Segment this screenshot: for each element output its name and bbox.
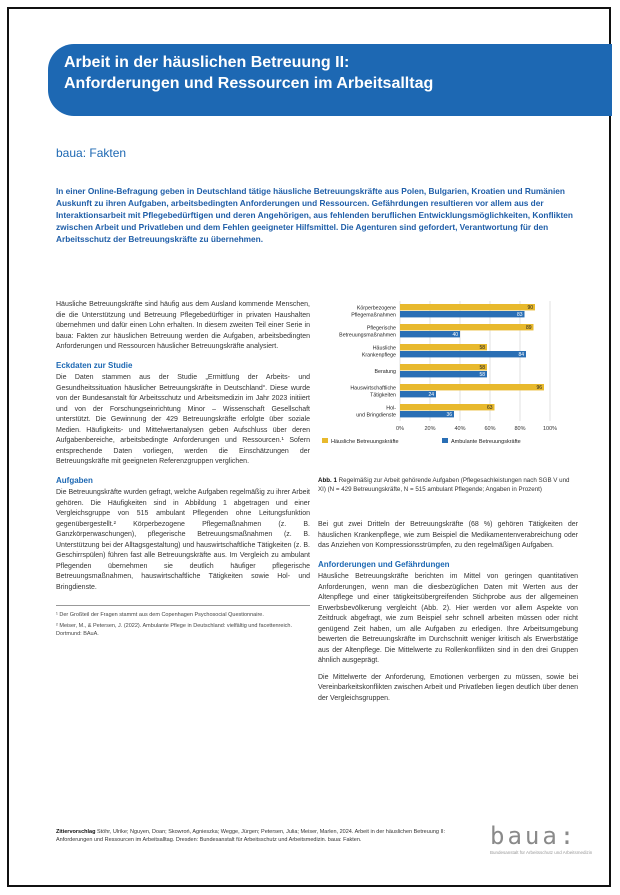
bar xyxy=(400,324,534,330)
bar xyxy=(400,404,495,410)
paragraph: Häusliche Betreuungskräfte berichten im Mittel von geringen quantitativen Anforderungen, wenn man die diesbezüglichen Daten mit Werten aus der Altenpflege und einer tätigkeitsübergreifenden Stichprobe aus der allgemeinen Erwerbsbevölkerung vergleicht (Abb. 2). Hier werden vor allem Aspekte von Zeitdruck abgefragt, wie zum Beispiel sehr schnell arbeiten müssen oder nicht genügend Zeit haben, um alle Aufgaben zu erledigen. Ihre Arbeitsumgebung bewerten die Betreuungskräfte im Durchschnitt weniger kritisch als Erwerbstätige aus der Altenpflege. Die Mittelwerte zu Rollenkonflikten sind in den drei Gruppen ähnlich ausgeprägt. xyxy=(318,573,578,664)
category-label: Tätigkeiten xyxy=(370,392,396,399)
bar-value-label: 24 xyxy=(428,392,434,398)
paragraph: Die Daten stammen aus der Studie „Ermittlung der Arbeits- und Gesundheitssituation häuslicher Betreuungskräfte in Deutschland“. Diese wurde von der Bundesanstalt für Arbeitsschutz und Arbeitsmedizin im Jahr 2023 initiiert und von der Forschungseinrichtung Minor – Wissenschaft Gesellschaft unterstützt. Die Gewinnung der 429 Betreuungskräfte erfolgte über soziale Medien. Häufigkeits- und Mittelwertanalysen geben Aufschluss über deren Aufgabenbereiche, arbeitsbedingte Anforderungen und Ressourcen.¹ Sofern entsprechende Daten vorliegen, werden die Einschätzungen der Betreuungskräfte mit geeigneten Referenzgruppen verglichen. xyxy=(56,374,310,465)
bar-value-label: 63 xyxy=(486,405,493,411)
x-tick-label: 60% xyxy=(484,426,496,432)
bar xyxy=(400,364,487,370)
category-label: Betreuungsmaßnahmen xyxy=(339,332,396,339)
footnotes xyxy=(56,605,310,638)
section-heading: Eckdaten zur Studie xyxy=(56,360,133,370)
right-column xyxy=(318,520,578,710)
category-label: Beratung xyxy=(374,369,396,375)
task-frequency-chart xyxy=(318,297,580,472)
section-heading: Aufgaben xyxy=(56,475,93,485)
page-title-line1: Arbeit in der häuslichen Betreuung II: xyxy=(64,54,350,71)
bar-value-label: 83 xyxy=(516,312,523,318)
bar-value-label: 89 xyxy=(525,325,532,331)
bar-value-label: 58 xyxy=(479,365,485,371)
bar-value-label: 40 xyxy=(452,332,458,338)
bar-value-label: 36 xyxy=(446,412,452,418)
x-tick-label: 20% xyxy=(424,426,436,432)
footnote: ¹ Der Großteil der Fragen stammt aus dem Copenhagen Psychosocial Questionnaire. xyxy=(56,612,264,618)
legend-swatch xyxy=(442,438,448,443)
bar-value-label: 58 xyxy=(479,345,485,351)
logo-wordmark: baua: xyxy=(490,822,578,850)
title-banner xyxy=(48,44,612,116)
category-label: Hol- xyxy=(386,405,396,412)
bar xyxy=(400,331,460,337)
bar xyxy=(400,304,535,310)
category-label: Häusliche xyxy=(372,345,396,352)
bar-value-label: 90 xyxy=(527,305,533,311)
category-label: und Bringdienste xyxy=(356,412,396,419)
section-heading: Anforderungen und Gefährdungen xyxy=(318,559,450,569)
x-tick-label: 80% xyxy=(514,426,526,432)
category-label: Krankenpflege xyxy=(361,352,396,359)
figure-caption xyxy=(318,476,578,494)
citation xyxy=(56,829,476,844)
paragraph: Bei gut zwei Dritteln der Betreuungskräfte (68 %) gehören Tätigkeiten der häuslichen Krankenpflege, wie zum Beispiel die Medikamentenverabreichung oder das Anziehen von Kompressionsstrümpfen, zu den regelmäßigen Aufgaben. xyxy=(318,521,578,549)
caption-label: Abb. 1 xyxy=(318,477,337,484)
paragraph: Die Betreuungskräfte wurden gefragt, welche Aufgaben regelmäßig zu ihrer Arbeit gehören. Die Häufigkeiten sind in Abbildung 1 abgetragen und einer Vergleichsgruppe von 515 ambulant Pflegenden ohne Leitungsfunktion gegenübergestellt.² Körperbezogene Pflegemaßnahmen (z. B. Ganzkörperwaschungen), pflegerische Betreuungsmaßnahmen (z. B. Unterstützung bei der Alltagsgestaltung) und hauswirtschaftliche Tätigkeiten (z. B. Geschirrspülen) führen fast alle Betreuungskräfte aus. Im Vergleich zu ambulant Pflegenden übernehmen sie deutlich häufiger pflegerische Betreuungsmaßnahmen, hauswirtschaftliche Tätigkeiten sowie Hol- und Bringdienste. xyxy=(56,489,310,591)
x-tick-label: 100% xyxy=(542,426,558,432)
left-column xyxy=(56,300,310,641)
page-title-line2: Anforderungen und Ressourcen im Arbeitsalltag xyxy=(64,75,434,92)
category-label: Pflegerische xyxy=(366,325,396,332)
intro-paragraph: In einer Online-Befragung geben in Deutschland tätige häusliche Betreuungskräfte aus Polen, Bulgarien, Kroatien und Rumänien Auskunft zu ihren Aufgaben, arbeitsbedingten Anforderungen und Ressourcen. Gefährdungen resultieren vor allem aus der Interaktionsarbeit mit Pflegebedürftigen und deren Angehörigen, aus fehlenden beruflichen Entwicklungsmöglichkeiten, Konflikten zwischen Arbeit und Privatleben und dem Fehlen geeigneter Hilfsmittel. Die Agenturen sind gefordert, Verantwortung für den Arbeitsschutz der Betreuungskräfte zu übernehmen. xyxy=(56,186,573,244)
category-label: Pflegemaßnahmen xyxy=(351,312,396,319)
bar xyxy=(400,344,487,350)
series-kicker: baua: Fakten xyxy=(56,146,127,160)
footnote: ² Meiser, M., & Petersen, J. (2022). Ambulante Pflege in Deutschland: vielfältig und facettenreich. Dortmund: BAuA. xyxy=(56,623,293,637)
logo-subtitle: Bundesanstalt für Arbeitsschutz und Arbeitsmedizin xyxy=(490,850,593,855)
legend-label: Häusliche Betreuungskräfte xyxy=(331,439,399,445)
bar-value-label: 58 xyxy=(479,372,485,378)
category-label: Körperbezogene xyxy=(356,305,396,312)
bar xyxy=(400,371,487,377)
bar xyxy=(400,351,526,357)
x-tick-label: 0% xyxy=(396,426,404,432)
category-label: Hauswirtschaftliche xyxy=(350,385,396,392)
paragraph: Die Mittelwerte der Anforderung, Emotionen verbergen zu müssen, sowie bei Vereinbarkeitskonflikten zwischen Arbeit und Privatleben liegen deutlich über denen der Vergleichsgruppen. xyxy=(318,673,578,702)
bar-value-label: 96 xyxy=(536,385,542,391)
legend-swatch xyxy=(322,438,328,443)
paragraph: Häusliche Betreuungskräfte sind häufig aus dem Ausland kommende Menschen, die die Unterstützung und Betreuung Pflegebedürftiger in privaten Haushalten übernehmen und dafür einen Lohn erhalten. In diesem zweiten Teil einer Serie in baua: Fakten zur häuslichen Betreuung werden die Aufgaben, arbeitsbedingten Anforderungen und Ressourcen häuslicher Betreuungskräfte analysiert. xyxy=(56,301,310,350)
bar xyxy=(400,311,525,317)
citation-label: Zitiervorschlag xyxy=(56,829,96,835)
legend-label: Ambulante Betreuungskräfte xyxy=(451,439,521,445)
bar-value-label: 84 xyxy=(518,352,524,358)
baua-logo xyxy=(490,824,592,856)
citation-text: Stöhr, Ulrike; Nguyen, Doan; Skowroń, Agnieszka; Wegge, Jürgen; Petersen, Julia; Meiser, Marlen, 2024. Arbeit in der häuslichen Betreuung II: Anforderungen und Ressourcen im Arbeitsalltag. Dresden: Bundesanstalt für Arbeitsschutz und Arbeitsmedizin. baua: Fakten. xyxy=(56,829,446,843)
x-tick-label: 40% xyxy=(454,426,466,432)
caption-text: Regelmäßig zur Arbeit gehörende Aufgaben (Pflegesachleistungen nach SGB V und XI) (N = 429 Betreuungskräfte, N = 515 ambulant Pflegende; Angaben in Prozent) xyxy=(318,477,570,493)
bar xyxy=(400,384,544,390)
